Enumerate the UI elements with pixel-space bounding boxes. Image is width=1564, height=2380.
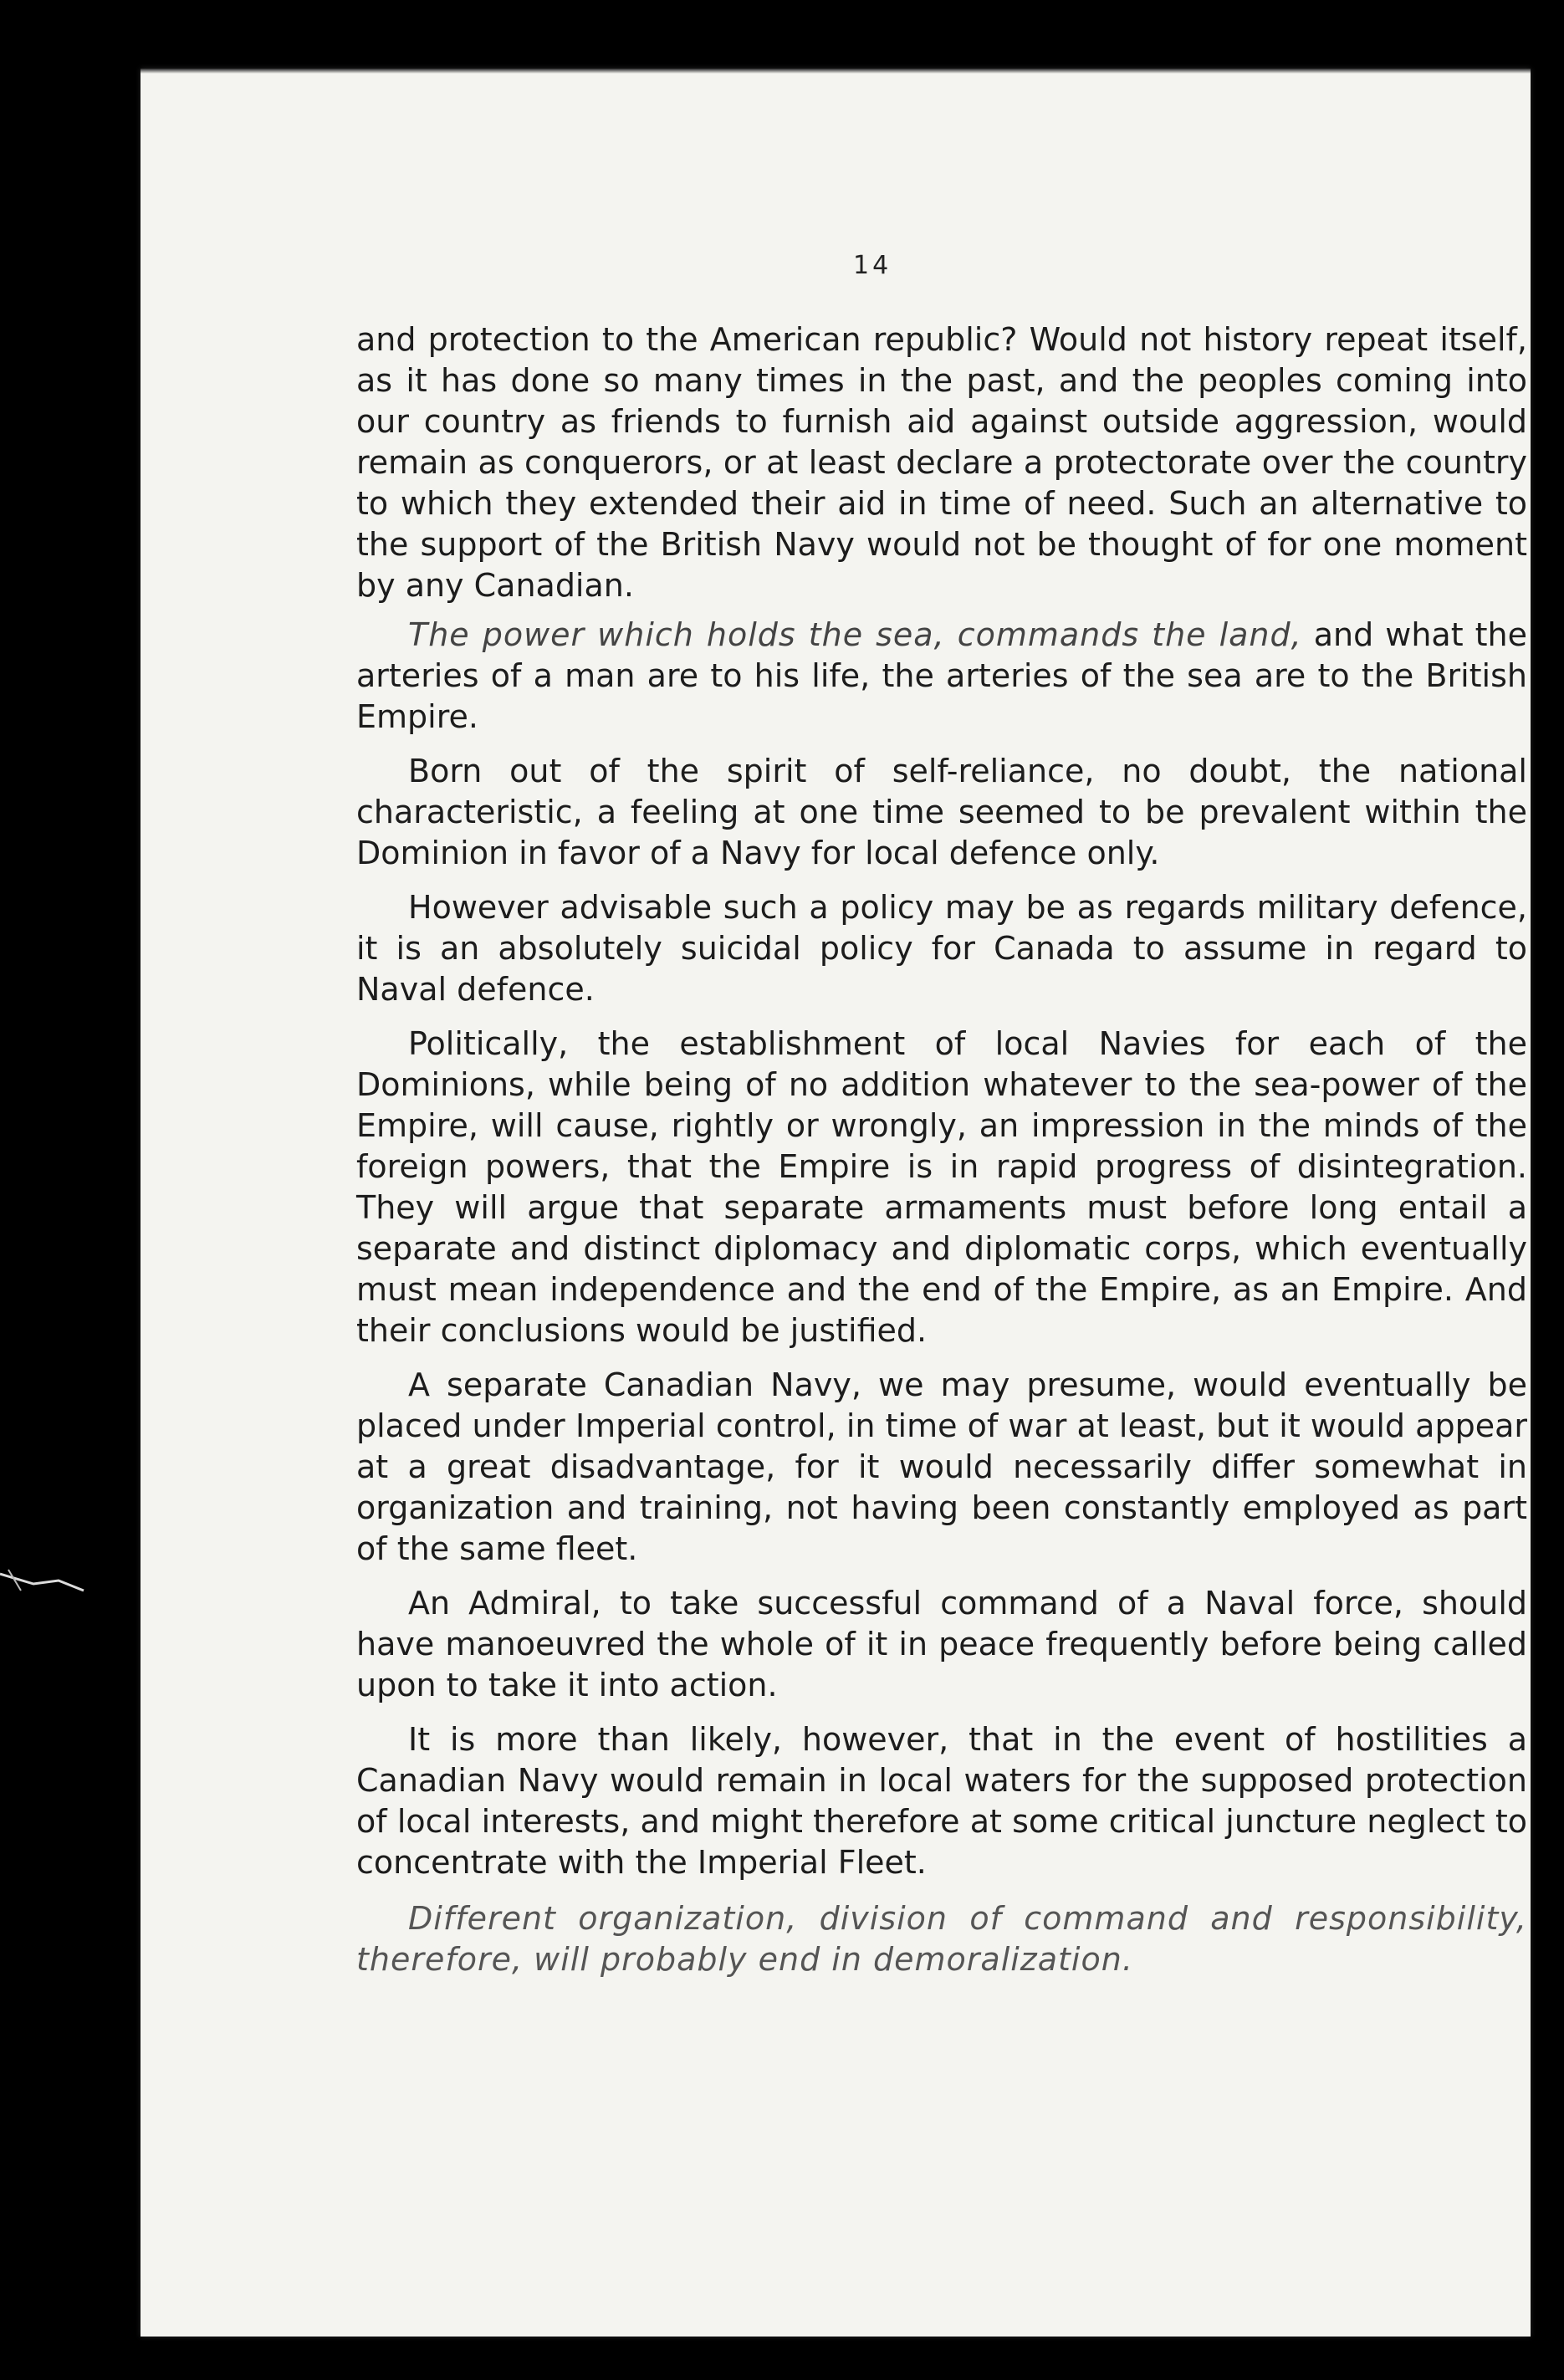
page-edge — [141, 69, 1531, 74]
scanned-page — [141, 69, 1531, 2337]
paragraph — [356, 615, 1527, 738]
paragraph: and protection to the American republic? Would not history repeat itself, as it has done so many times in the past, and the peoples coming into our country as friends to furnish aid against outside aggression, would remain as conquerors, or at least declare a protectorate over the country to which they extended their aid in time of need. Such an alternative to the support of the British Navy would not be thought of for one moment by any Canadian. — [356, 321, 1527, 604]
paragraph: Born out of the spirit of self-reliance, no doubt, the national characteristic, a feeling at one time seemed to be prevalent within the Dominion in favor of a Navy for local defence only. — [356, 753, 1527, 871]
paragraph-continuation: and what the arteries of a man are to his life, the arteries of the sea are to the British Empire. — [356, 616, 1528, 735]
page-number: 14 — [853, 251, 892, 280]
paragraph: Politically, the establishment of local Navies for each of the Dominions, while being of no addition whatever to the sea-power of the Empire, will cause, rightly or wrongly, an impression in the minds of the foreign powers, that the Empire is in rapid progress of disintegration. They will argue that separate armaments must before long entail a separate and distinct diplomacy and diplomatic corps, which eventually must mean independence and the end of the Empire, as an Empire. And their conclusions would be justified. — [356, 1025, 1527, 1349]
italic-paragraph: Different organization, division of command and responsibility, therefore, will probably end in demoralization. — [356, 1900, 1527, 1978]
paragraph: An Admiral, to take successful command of a Naval force, should have manoeuvred the whole of it in peace frequently before being called upon to take it into action. — [356, 1585, 1527, 1703]
scan-artifact-mark — [0, 1565, 92, 1599]
paragraph: It is more than likely, however, that in the event of hostilities a Canadian Navy would remain in local waters for the supposed protection of local interests, and might therefore at some critical juncture neglect to concentrate with the Imperial Fleet. — [356, 1721, 1527, 1881]
paragraph: However advisable such a policy may be as regards military defence, it is an absolutely suicidal policy for Canada to assume in regard to Naval defence. — [356, 889, 1527, 1008]
body-text — [356, 319, 1527, 1989]
paragraph: A separate Canadian Navy, we may presume, would eventually be placed under Imperial control, in time of war at least, but it would appear at a great disadvantage, for it would necessarily differ somewhat in organization and training, not having been constantly employed as part of the same fleet. — [356, 1366, 1527, 1567]
italic-lead-text: The power which holds the sea, commands the land, — [408, 616, 1302, 653]
